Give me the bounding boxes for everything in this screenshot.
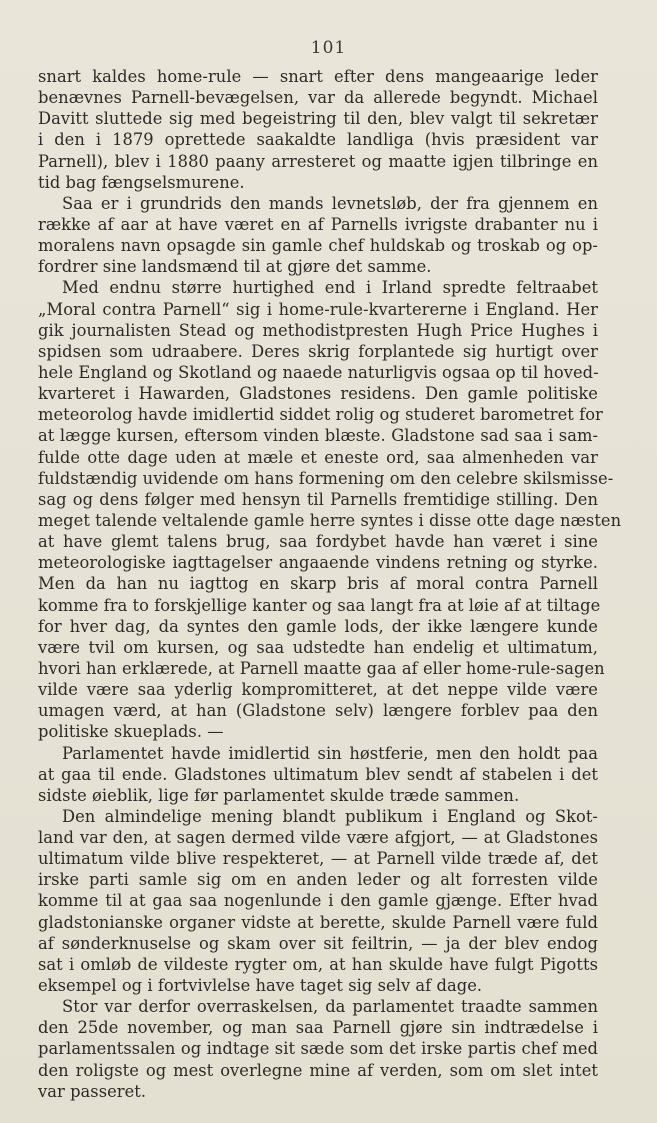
text-line: irske parti samle sig om en anden leder og alt forresten vilde [38, 870, 598, 890]
text-line: at have glemt talens brug, saa fordybet havde han været i sine [38, 532, 598, 552]
text-line: hvori han erklærede, at Parnell maatte gaa af eller home-rule-sagen [38, 658, 605, 678]
text-line: i den i 1879 oprettede saakaldte landliga (hvis præsident var [38, 130, 598, 150]
text-line: Den almindelige mening blandt publikum i England og Skot- [62, 806, 598, 826]
text-line: parlamentssalen og indtage sit sæde som det irske partis chef med [38, 1039, 598, 1059]
text-line: land var den, at sagen dermed vilde være afgjort, — at Gladstones [38, 828, 598, 848]
body-text [38, 66, 622, 1102]
text-line: meteorologiske iagttagelser angaaende vindens retning og styrke. [38, 553, 598, 573]
text-line: vilde være saa yderlig kompromitteret, at det neppe vilde være [38, 680, 598, 700]
paragraph [38, 996, 598, 1102]
text-line: benævnes Parnell-bevægelsen, var da allerede begyndt. Michael [38, 88, 598, 108]
text-line: ultimatum vilde blive respekteret, — at Parnell vilde træde af, det [38, 849, 598, 869]
text-line: Parlamentet havde imidlertid sin høstferie, men den holdt paa [62, 743, 598, 763]
text-line: at gaa til ende. Gladstones ultimatum blev sendt af stabelen i det [38, 764, 598, 784]
page-number: 101 [310, 38, 347, 58]
text-line: af sønderknuselse og skam over sit feiltrin, — ja der blev endog [38, 933, 598, 953]
text-line: Men da han nu iagttog en skarp bris af moral contra Parnell [38, 574, 598, 594]
text-line: umagen værd, at han (Gladstone selv) længere forblev paa den [38, 701, 598, 721]
text-line: spidsen som udraabere. Deres skrig forplantede sig hurtigt over [38, 341, 598, 361]
text-line: sidste øieblik, lige før parlamentet skulde træde sammen. [38, 785, 520, 805]
text-line: at lægge kursen, eftersom vinden blæste. Gladstone sad saa i sam- [38, 426, 598, 446]
text-line: gik journalisten Stead og methodistpresten Hugh Price Hughes i [38, 320, 598, 340]
text-line: politiske skueplads. — [38, 722, 224, 742]
text-line: sat i omløb de vildeste rygter om, at han skulde have fulgt Pigotts [38, 954, 598, 974]
text-line: komme til at gaa saa nogenlunde i den gamle gjænge. Efter hvad [38, 891, 598, 911]
text-line: Stor var derfor overraskelsen, da parlamentet traadte sammen [62, 997, 598, 1017]
text-line: sag og dens følger med hensyn til Parnells fremtidige stilling. Den [38, 489, 598, 509]
paragraph [38, 193, 598, 278]
text-line: komme fra to forskjellige kanter og saa langt fra at løie af at tiltage [38, 595, 601, 615]
text-line: gladstonianske organer vidste at berette, skulde Parnell være fuld [38, 912, 598, 932]
paragraph [38, 806, 598, 996]
paragraph [38, 277, 622, 742]
text-line: meteorolog havde imidlertid siddet rolig og studeret barometret for [38, 405, 603, 425]
text-line: fulde otte dage uden at mæle et eneste ord, saa almenheden var [38, 447, 598, 467]
text-line: Davitt sluttede sig med begeistring til den, blev valgt til sekretær [38, 109, 598, 129]
paragraph [38, 743, 598, 806]
text-line: den 25de november, og man saa Parnell gjøre sin indtrædelse i [38, 1018, 598, 1038]
text-line: fuldstændig uvidende om hans formening om den celebre skilsmisse- [38, 468, 614, 488]
text-line: fordrer sine landsmænd til at gjøre det samme. [38, 257, 432, 277]
text-line: hele England og Skotland og naaede naturligvis ogsaa op til hoved- [38, 362, 599, 382]
text-line: „Moral contra Parnell“ sig i home-rule-kvartererne i England. Her [38, 299, 598, 319]
text-line: snart kaldes home-rule — snart efter dens mangeaarige leder [38, 67, 598, 86]
text-line: den roligste og mest overlegne mine af verden, som om slet intet [38, 1060, 598, 1080]
text-line: kvarteret i Hawarden, Gladstones residens. Den gamle politiske [38, 384, 598, 404]
text-line: Saa er i grundrids den mands levnetsløb, der fra gjennem en [62, 193, 598, 213]
text-line: meget talende veltalende gamle herre syntes i disse otte dage næsten [38, 510, 622, 530]
text-line: tid bag fængselsmurene. [38, 172, 245, 192]
text-line: Parnell), blev i 1880 paany arresteret og maatte igjen tilbringe en [38, 151, 598, 171]
text-line: moralens navn opsagde sin gamle chef huldskab og troskab og op- [38, 236, 598, 256]
text-line: række af aar at have været en af Parnells ivrigste drabanter nu i [38, 214, 598, 234]
text-line: var passeret. [38, 1081, 147, 1101]
text-line: være tvil om kursen, og saa udstedte han endelig et ultimatum, [38, 637, 598, 657]
paragraph [38, 66, 598, 193]
text-line: Med endnu større hurtighed end i Irland spredte feltraabet [62, 278, 598, 298]
text-line: eksempel og i fortvivlelse have taget sig selv af dage. [38, 976, 483, 996]
text-line: for hver dag, da syntes den gamle lods, der ikke længere kunde [38, 616, 598, 636]
